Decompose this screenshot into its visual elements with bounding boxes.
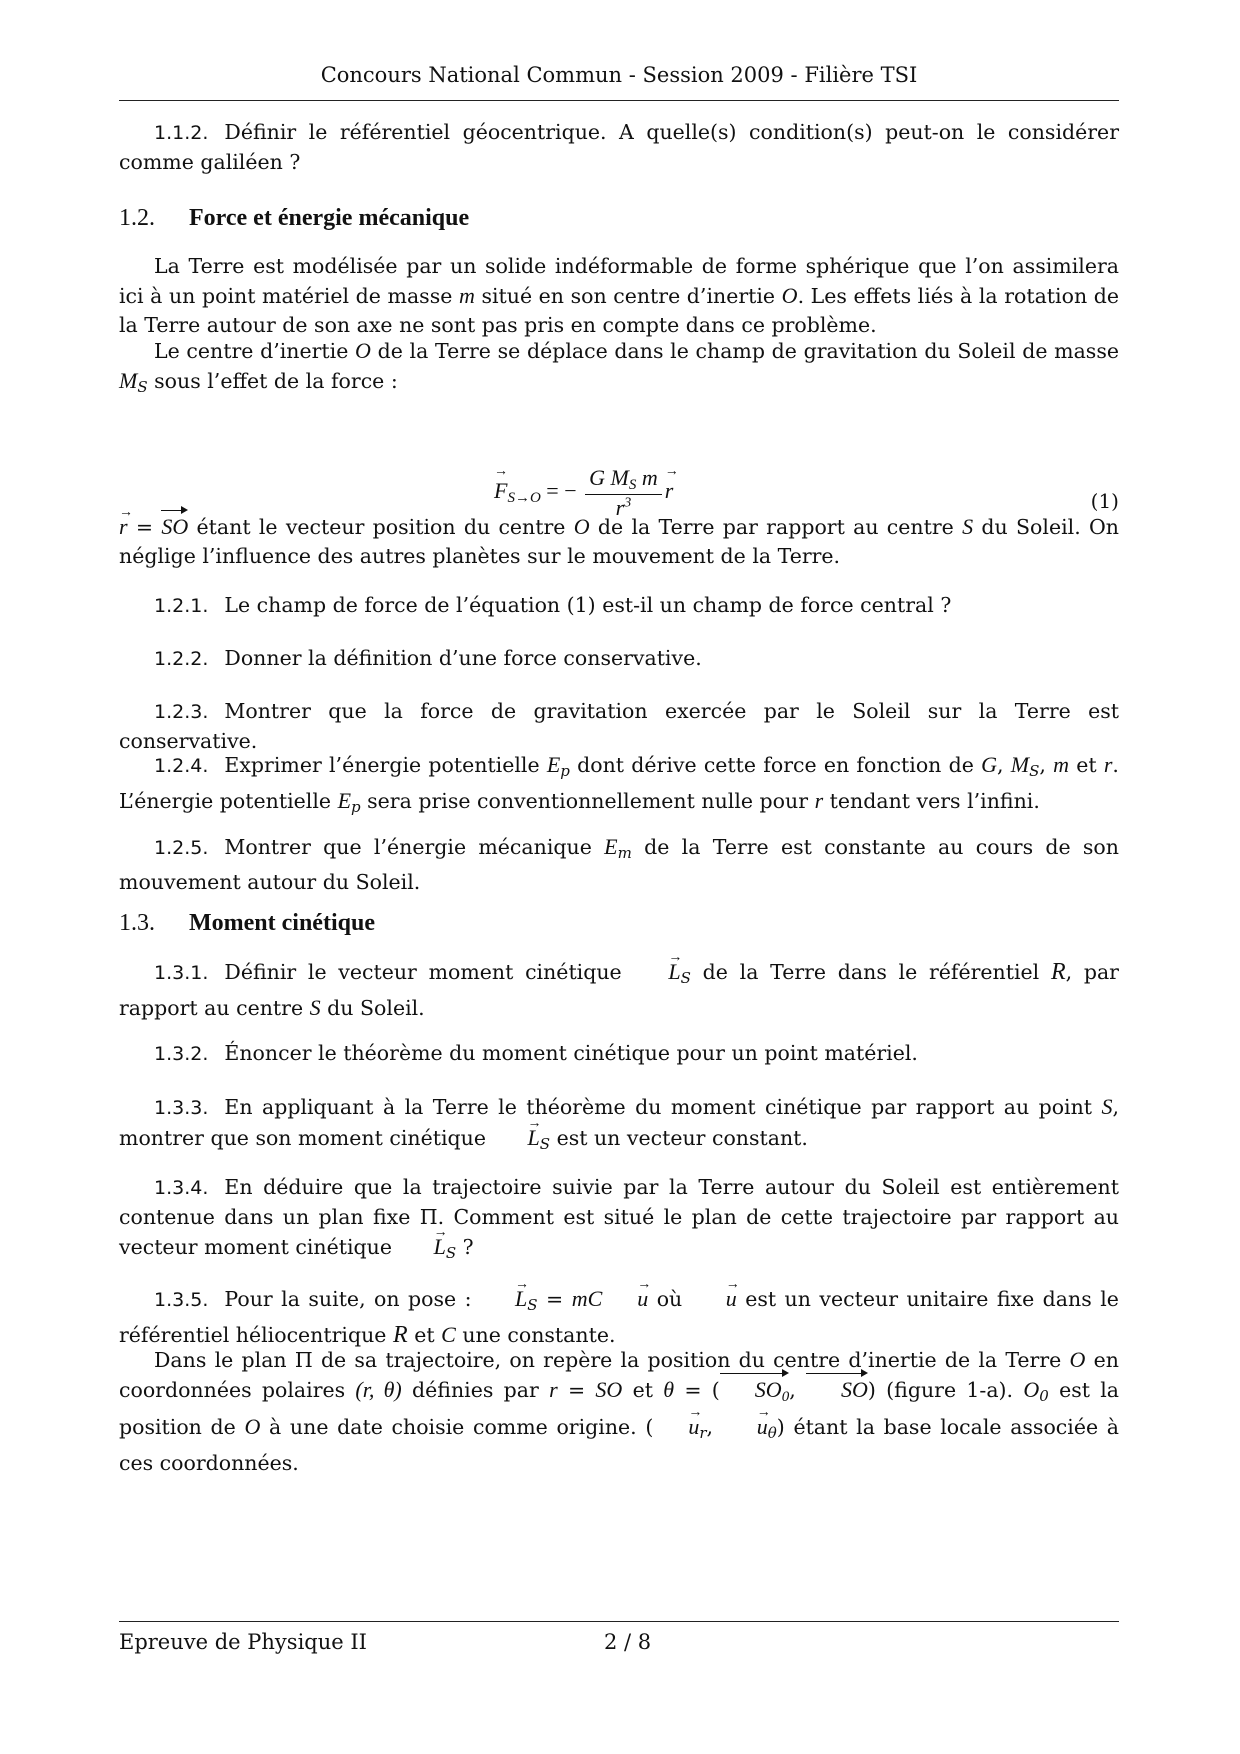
question-1-2-1: 1.2.1. Le champ de force de l’équation (1) est-il un champ de force central ?: [154, 593, 952, 617]
equation-fraction: $\frac{G M_S m}{r^3}$: [585, 465, 662, 521]
question-1-3-2: 1.3.2. Énoncer le théorème du moment cinétique pour un point matériel.: [154, 1041, 918, 1065]
question-1-2-4: 1.2.4. Exprimer l’énergie potentielle $E_p$ dont dérive cette force en fonction de G, $M_S$, m et r. L’énergie potentielle $E_p$ sera prise conventionnellement nulle pour r tendant vers l’infini.: [119, 752, 1119, 816]
question-1-3-4: 1.3.4. En déduire que la trajectoire suivie par la Terre autour du Soleil est entièrement contenue dans un plan fixe Π. Comment est situé le plan de cette trajectoire par rapport au vecteur moment cinétique → $L_S$ ?: [119, 1173, 1119, 1268]
question-1-2-3: 1.2.3. Montrer que la force de gravitation exercée par le Soleil sur la Terre est conservative.: [119, 699, 1119, 753]
question-1-3-3: 1.3.3. En appliquant à la Terre le théorème du moment cinétique par rapport au point S, montrer que son moment cinétique → $L_S$ est un vecteur constant.: [119, 1092, 1119, 1159]
equation-formula: → $F_{S\to O}$ = − $\frac{G M_S m}{r^3}$ → r: [494, 465, 673, 521]
section-number: 1.3.: [119, 910, 155, 936]
paragraph-vecteur-position: → r = SO étant le vecteur position du centre O de la Terre par rapport au centre S du Soleil. On néglige l’influence des autres planètes sur le mouvement de la Terre.: [119, 512, 1119, 571]
question-1-2-5: 1.2.5. Montrer que l’énergie mécanique $E_m$ de la Terre est constante au cours de son mouvement autour du Soleil.: [119, 834, 1119, 894]
paragraph-terre-modelisation: La Terre est modélisée par un solide indéformable de forme sphérique que l’on assimilera ici à un point matériel de masse m situé en son centre d’inertie O. Les effets liés à la rotation de la Terre autour de son axe ne sont pas pris en compte dans ce problème.: [119, 254, 1119, 337]
equation-label: (1): [1090, 489, 1119, 513]
footer-exam-title: Epreuve de Physique II: [119, 1630, 367, 1654]
question-1-2-2: 1.2.2. Donner la définition d’une force conservative.: [154, 646, 702, 670]
section-title: Moment cinétique: [189, 910, 375, 936]
paragraph-centre-inertie: Le centre d’inertie O de la Terre se déplace dans le champ de gravitation du Soleil de masse $M_S$ sous l’effet de la force :: [119, 338, 1119, 396]
section-number: 1.2.: [119, 205, 155, 231]
question-1-1-2: [119, 118, 1119, 177]
page-number: 2 / 8: [604, 1630, 652, 1654]
question-1-3-1: 1.3.1. Définir le vecteur moment cinétique → $L_S$ de la Terre dans le référentiel R, par rapport au centre S du Soleil.: [119, 957, 1119, 1023]
question-1-3-5: 1.3.5. Pour la suite, on pose : → $L_S = mC\to u$ où → u est un vecteur unitaire fixe dans le référentiel héliocentrique R et C une constante.: [119, 1284, 1119, 1350]
question-text: Définir le référentiel géocentrique. A quelle(s) condition(s) peut-on le considérer comme galiléen ?: [119, 120, 1119, 174]
section-1-2-heading: [119, 205, 469, 232]
section-1-3-heading: [119, 910, 375, 937]
question-number: 1.1.2.: [154, 122, 209, 144]
section-title: Force et énergie mécanique: [189, 205, 470, 231]
page-footer: [119, 1621, 1119, 1682]
paragraph-coordonnees-polaires: Dans le plan Π de sa trajectoire, on repère la position du centre d’inertie de la Terre O en coordonnées polaires (r, θ) définies par r = SO et θ = ( $SO_0$, SO) (figure 1-a). $O_0$ est la position de O à une date choisie comme origine. (→ $u_r$, → $u_\theta$) étant la base locale associée à ces coordonnées.: [119, 1345, 1119, 1478]
page-header: [119, 60, 1119, 101]
header-title: Concours National Commun - Session 2009 - Filière TSI: [320, 63, 918, 87]
